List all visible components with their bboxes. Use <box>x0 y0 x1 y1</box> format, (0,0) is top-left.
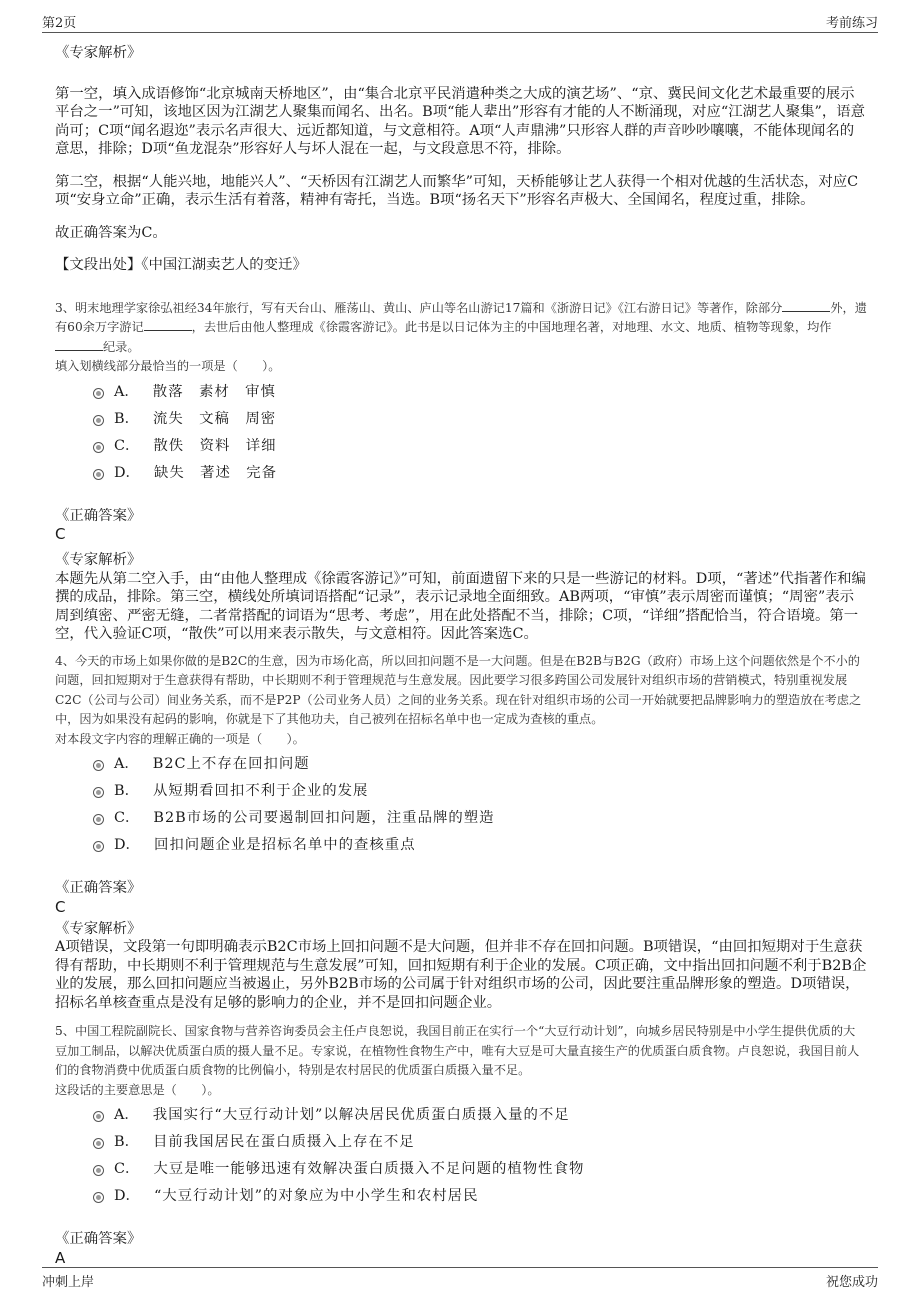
question-5 <box>55 1022 867 1267</box>
q2-analysis-para2: 第二空，根据“人能兴地，地能兴人”、“天桥因有江湖艺人而繁华”可知，天桥能够让艺人获得一个相对优越的生活状态，对应C项“安身立命”正确，表示生活有着落，精神有寄托，当选。B项“扬名天下”形容名声极大、全国闻名，程度过重，排除。 <box>55 173 859 208</box>
radio-icon[interactable] <box>93 469 104 480</box>
footer-divider <box>42 1267 878 1268</box>
option-letter: D． <box>114 464 140 481</box>
radio-icon[interactable] <box>93 841 104 852</box>
page-header <box>42 12 878 31</box>
q2-source: 【文段出处】《中国江湖卖艺人的变迁》 <box>55 257 307 273</box>
q3-analysis: 本题先从第二空入手，由“由他人整理成《徐霞客游记》”可知，前面遗留下来的只是一些游记的材料。D项，“著述”代指著作和编撰的成品，排除。第三空，横线处所填词语搭配“记录”，表示记录地全面细致。AB两项，“审慎”表示周密而谨慎；“周密”表示周到缜密、严密无缝，二者常搭配的词语为“思考、考虑”，用在此处搭配不当，排除；C项，“详细”搭配恰当，符合语境。第一空，代入验证C项，“散佚”可以用来表示散失，与文意相符。因此答案选C。 <box>55 570 866 642</box>
q3-stem-part-a: 3、明末地理学家徐弘祖经34年旅行，写有天台山、雁荡山、黄山、庐山等名山游记17篇和《浙游日记》《江右游日记》等著作，除部分 <box>55 300 783 315</box>
option-letter: B． <box>114 783 139 799</box>
option-text: 从短期看回扣不利于企业的发展 <box>152 783 369 799</box>
header-title: 考前练习 <box>825 16 878 31</box>
q2-analysis-para1: 第一空，填入成语修饰“北京城南天桥地区”，由“集合北京平民消遣种类之大成的演艺场”、“京、冀民间文化艺术最重要的展示平台之一”可知，该地区因为江湖艺人聚集而闻名、出名。B项“能人辈出”形容有才能的人不断涌现，对应“江湖艺人聚集”，语意尚可；C项“闻名遐迩”表示名声很大、远近都知道，与文意相符。A项“人声鼎沸”只形容人群的声音吵吵嚷嚷，不能体现闻名的意思，排除；D项“鱼龙混杂”形容好人与坏人混在一起，与文段意思不符，排除。 <box>55 85 866 157</box>
q3-blank-3 <box>55 338 103 351</box>
option-letter: A． <box>114 383 139 400</box>
q4-stem: 4、今天的市场上如果你做的是B2C的生意，因为市场化高，所以回扣问题不是一大问题。但是在B2B与B2G（政府）市场上这个问题依然是个不小的问题，回扣短期对于生意获得有帮助，中长期则不利于管理规范与生意发展。因此要学习很多跨国公司发展针对组织市场的营销模式，特别重视发展C2C（公司与公司）间业务关系，而不是P2P（公司业务人员）之间的业务关系。现在针对组织市场的公司一开始就要把品牌影响力的塑造放在考虑之中，因为如果没有起码的影响，你就是下了其他功夫，自己被列在招标名单中也一定成为查核的重点。 <box>55 653 862 726</box>
option-text: “大豆行动计划”的对象应为中小学生和农村居民 <box>153 1188 479 1204</box>
q3-blank-2 <box>144 318 192 331</box>
q5-stem: 5、中国工程院副院长、国家食物与营养咨询委员会主任卢良恕说，我国目前正在实行一个“大豆行动计划”，向城乡居民特别是中小学生提供优质的大豆加工制品，以解决优质蛋白质的摄人量不足。专家说，在植物性食物生产中，唯有大豆是可大量直接生产的优质蛋白质食物。卢良恕说，我国目前人们的食物消费中优质蛋白质食物的比例偏小，特别是农村居民的优质蛋白质摄入量不足。 <box>55 1024 860 1077</box>
radio-icon[interactable] <box>93 1111 104 1122</box>
q4-option-a[interactable] <box>93 749 867 776</box>
option-text: 目前我国居民在蛋白质摄入上存在不足 <box>152 1134 415 1150</box>
option-text: 缺失 著述 完备 <box>153 464 278 481</box>
radio-icon[interactable] <box>93 787 104 798</box>
q4-analysis: A项错误，文段第一句即明确表示B2C市场上回扣问题不是大问题，但并非不存在回扣问题。B项错误，“由回扣短期对于生意获得有帮助，中长期则不利于管理规范与生意发展”可知，回扣短期有利于企业的发展。C项正确，文中指出回扣问题不利于B2B企业的发展，那么回扣问题应当被遏止，另外B2B市场的公司属于针对组织市场的公司，因此要注重品牌形象的塑造。D项错误，招标名单核查重点是没有足够的影响力的企业，并不是回扣问题企业。 <box>55 939 867 1011</box>
q3-option-b[interactable] <box>93 404 867 431</box>
q4-answer-label: 《正确答案》 <box>55 880 142 896</box>
radio-icon[interactable] <box>93 388 104 399</box>
radio-icon[interactable] <box>93 760 104 771</box>
q4-options <box>93 749 867 857</box>
footer-right-text: 祝您成功 <box>825 1275 878 1290</box>
q3-option-a[interactable] <box>93 377 867 404</box>
option-text: B2C上不存在回扣问题 <box>152 756 310 772</box>
q5-option-c[interactable] <box>93 1154 867 1181</box>
option-letter: C． <box>114 1161 140 1177</box>
q3-option-c[interactable] <box>93 431 867 458</box>
question-3 <box>55 299 867 644</box>
q3-option-d[interactable] <box>93 458 867 485</box>
option-letter: D． <box>114 837 140 853</box>
q5-prompt: 这段话的主要意思是（ ）。 <box>55 1082 220 1097</box>
q5-option-b[interactable] <box>93 1127 867 1154</box>
option-letter: A． <box>114 756 139 772</box>
q4-option-c[interactable] <box>93 803 867 830</box>
q5-option-d[interactable] <box>93 1181 867 1208</box>
page-content <box>55 44 867 1267</box>
q3-stem <box>55 299 867 358</box>
option-text: 我国实行“大豆行动计划”以解决居民优质蛋白质摄入量的不足 <box>152 1107 570 1123</box>
q3-options <box>93 377 867 485</box>
option-letter: D． <box>114 1188 140 1204</box>
q5-answer-label: 《正确答案》 <box>55 1231 142 1247</box>
radio-icon[interactable] <box>93 442 104 453</box>
q5-option-a[interactable] <box>93 1100 867 1127</box>
option-text: 大豆是唯一能够迅速有效解决蛋白质摄入不足问题的植物性食物 <box>153 1161 585 1177</box>
page-footer <box>42 1271 878 1290</box>
page-number: 第2页 <box>42 16 77 31</box>
footer-left-text: 冲刺上岸 <box>42 1275 95 1290</box>
q4-answer: C <box>55 897 66 916</box>
option-text: 散佚 资料 详细 <box>153 437 277 454</box>
radio-icon[interactable] <box>93 1138 104 1149</box>
question-4 <box>55 652 867 1013</box>
q2-conclusion: 故正确答案为C。 <box>55 224 167 241</box>
option-letter: A． <box>114 1107 139 1123</box>
q2-analysis-label: 《专家解析》 <box>55 45 142 61</box>
q4-option-d[interactable] <box>93 830 867 857</box>
option-letter: B． <box>114 1134 139 1150</box>
q4-option-b[interactable] <box>93 776 867 803</box>
q3-blank-1 <box>782 299 830 312</box>
q3-prompt: 填入划横线部分最恰当的一项是（ ）。 <box>55 359 281 373</box>
radio-icon[interactable] <box>93 1165 104 1176</box>
q4-analysis-label: 《专家解析》 <box>55 920 142 937</box>
q4-prompt: 对本段文字内容的理解正确的一项是（ ）。 <box>55 731 305 746</box>
radio-icon[interactable] <box>93 1192 104 1203</box>
q5-options <box>93 1100 867 1208</box>
option-text: 流失 文稿 周密 <box>152 410 277 427</box>
option-text: B2B市场的公司要遏制回扣问题，注重品牌的塑造 <box>153 810 495 826</box>
q5-answer: A <box>55 1248 66 1267</box>
option-letter: C． <box>114 437 140 454</box>
radio-icon[interactable] <box>93 415 104 426</box>
option-text: 回扣问题企业是招标名单中的查核重点 <box>153 837 416 853</box>
option-letter: C． <box>114 810 140 826</box>
q3-stem-part-b: 外，遗有60余万字游记 <box>55 300 867 334</box>
q3-stem-part-c: ，去世后由他人整理成《徐霞客游记》。此书是以日记体为主的中国地理名著，对地理、水文、地质、 <box>191 320 734 334</box>
q3-answer: C <box>55 525 66 543</box>
option-letter: B． <box>114 410 139 427</box>
radio-icon[interactable] <box>93 814 104 825</box>
header-divider <box>42 32 878 33</box>
q2-analysis-section <box>55 44 867 275</box>
q3-stem-part-d: 植物等现象，均作 <box>733 320 832 334</box>
q3-answer-label: 《正确答案》 <box>55 507 142 524</box>
q3-analysis-label: 《专家解析》 <box>55 552 142 568</box>
option-text: 散落 素材 审慎 <box>152 383 276 400</box>
q3-stem-part-e: 纪录。 <box>103 339 140 354</box>
